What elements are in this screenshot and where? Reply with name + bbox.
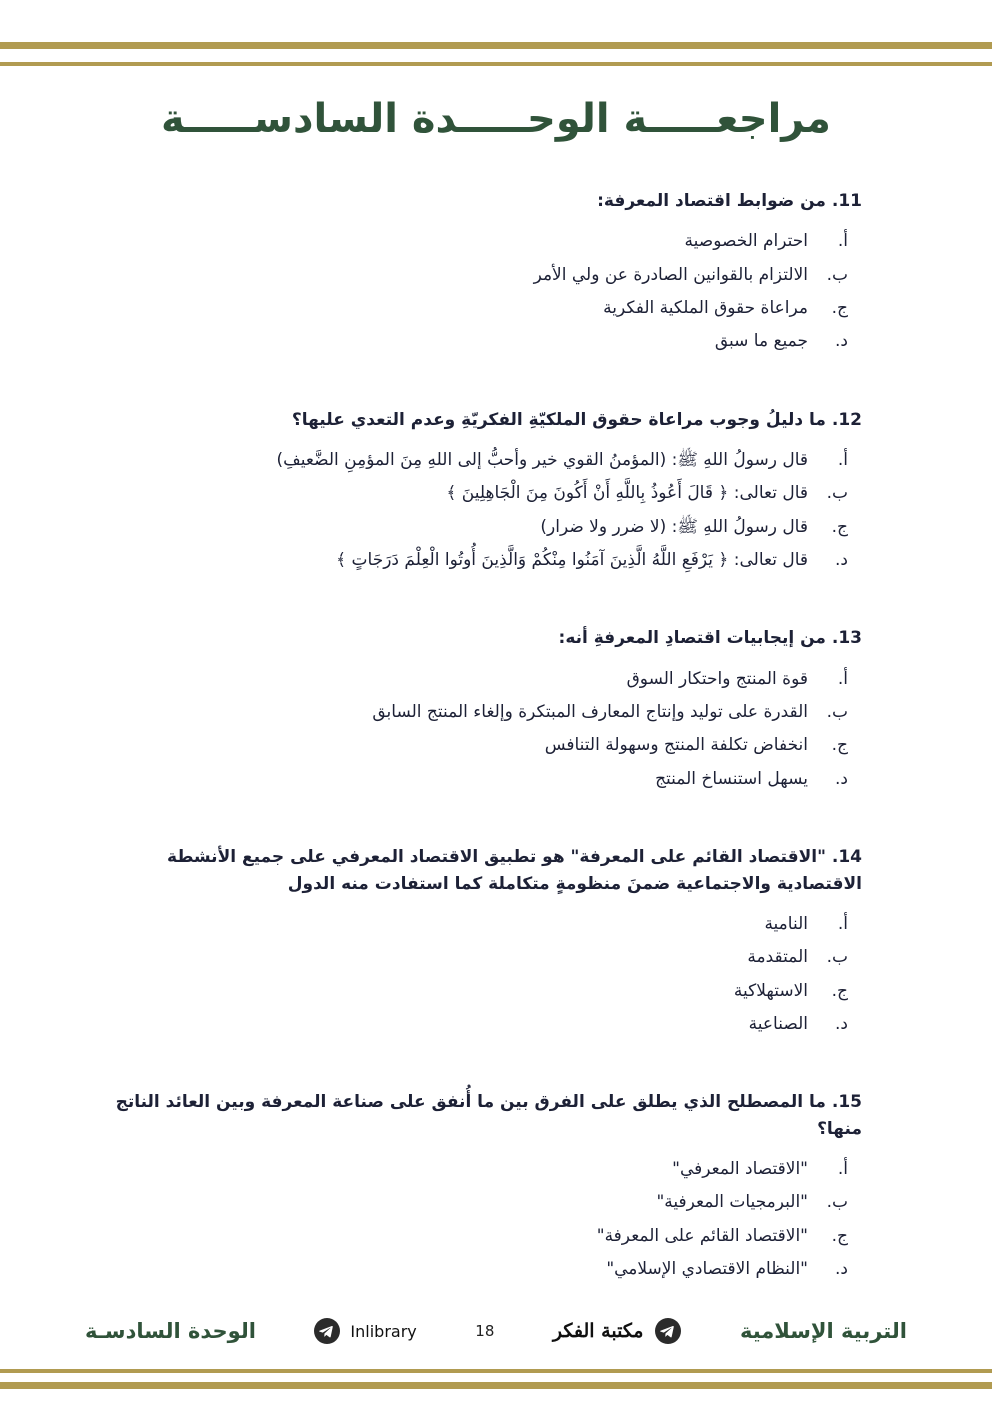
option-text: القدرة على توليد وإنتاج المعارف المبتكرة وإلغاء المنتج السابق: [372, 702, 808, 723]
question-text: 14. "الاقتصاد القائم على المعرفة" هو تطبيق الاقتصاد المعرفي على جميع الأنشطة الاقتصادية والاجتماعية ضمنَ منظومةٍ متكاملة كما استفادت منه الدول: [167, 847, 862, 894]
options-list: [110, 911, 848, 1037]
option-b: [110, 1189, 848, 1215]
telegram-icon: [655, 1318, 681, 1344]
option-letter: ج.: [831, 1225, 848, 1246]
question-12: [110, 407, 862, 574]
options-list: [110, 666, 848, 792]
question-text: 12. ما دليلُ وجوب مراعاة حقوق الملكيّةِ الفكريّةِ وعدم التعدي عليها؟: [291, 409, 862, 430]
option-letter: أ.: [837, 913, 848, 934]
option-text: قوة المنتج واحتكار السوق: [626, 668, 808, 689]
option-b: [110, 944, 848, 970]
option-text: الالتزام بالقوانين الصادرة عن ولي الأمر: [533, 264, 808, 285]
option-c: [110, 1223, 848, 1249]
option-text: جميع ما سبق: [714, 331, 808, 352]
option-d: [110, 547, 848, 573]
footer-inlibrary-channel: [314, 1318, 416, 1344]
option-letter: أ.: [837, 450, 848, 471]
footer-publisher: [553, 1318, 682, 1344]
option-letter: د.: [835, 1258, 848, 1279]
option-b: [110, 262, 848, 288]
option-text: الاستهلاكية: [733, 980, 808, 1001]
option-letter: ج.: [831, 735, 848, 756]
option-text: الصناعية: [748, 1013, 808, 1034]
option-letter: د.: [835, 1013, 848, 1034]
option-letter: ج.: [831, 516, 848, 537]
gold-rule-top-thick: [0, 42, 992, 49]
option-letter: ب.: [826, 264, 848, 285]
option-text: يسهل استنساخ المنتج: [655, 768, 808, 789]
option-letter: أ.: [837, 668, 848, 689]
option-text: "البرمجيات المعرفية": [656, 1192, 808, 1213]
quiz-content: [110, 188, 862, 1334]
option-text: احترام الخصوصية: [684, 231, 808, 252]
option-letter: ج.: [831, 298, 848, 319]
option-letter: ب.: [826, 947, 848, 968]
option-text: "الاقتصاد القائم على المعرفة": [596, 1225, 808, 1246]
question-text: 13. من إيجابيات اقتصادِ المعرفةِ أنه:: [558, 628, 862, 649]
option-text: قال تعالى: ﴿ يَرْفَعِ اللَّهُ الَّذِينَ آمَنُوا مِنْكُمْ وَالَّذِينَ أُوتُوا الْعِلْمَ دَرَجَاتٍ ﴾: [336, 550, 808, 571]
option-letter: د.: [835, 550, 848, 571]
option-letter: ب.: [826, 1192, 848, 1213]
question-14: [110, 844, 862, 1037]
footer-subject-label: التربية الإسلامية: [740, 1319, 907, 1343]
option-d: [110, 1011, 848, 1037]
option-c: [110, 514, 848, 540]
question-text: 15. ما المصطلح الذي يطلق على الفرق بين ما أُنفق على صناعة المعرفة وبين العائد الناتج منها؟: [115, 1092, 862, 1139]
option-text: "الاقتصاد المعرفي": [672, 1158, 808, 1179]
footer-library-name: Inlibrary: [350, 1321, 417, 1341]
footer-unit-label: الوحدة السادسـة: [85, 1319, 256, 1343]
question-text: 11. من ضوابط اقتصاد المعرفة:: [597, 191, 862, 211]
option-a: [110, 447, 848, 473]
option-text: مراعاة حقوق الملكية الفكرية: [603, 298, 808, 319]
option-b: [110, 699, 848, 725]
option-text: المتقدمة: [747, 947, 808, 968]
page-title: مراجعـــــة الوحـــــدة السادســـــة: [161, 96, 831, 142]
gold-rule-bottom-thick: [0, 1382, 992, 1389]
options-list: [110, 228, 848, 354]
option-c: [110, 732, 848, 758]
option-d: [110, 1256, 848, 1282]
option-d: [110, 766, 848, 792]
option-letter: د.: [835, 768, 848, 789]
option-letter: د.: [835, 331, 848, 352]
question-15: [110, 1089, 862, 1282]
options-list: [110, 1156, 848, 1282]
telegram-icon: [314, 1318, 340, 1344]
gold-rule-top-thin: [0, 62, 992, 66]
option-a: [110, 228, 848, 254]
option-text: النامية: [764, 913, 808, 934]
option-d: [110, 328, 848, 354]
page-footer: [85, 1318, 907, 1344]
option-a: [110, 1156, 848, 1182]
option-letter: ج.: [831, 980, 848, 1001]
option-a: [110, 666, 848, 692]
option-c: [110, 295, 848, 321]
option-c: [110, 978, 848, 1004]
gold-rule-bottom-thin: [0, 1369, 992, 1373]
option-letter: أ.: [837, 231, 848, 252]
option-b: [110, 480, 848, 506]
option-letter: ب.: [826, 702, 848, 723]
options-list: [110, 447, 848, 573]
option-text: "النظام الاقتصادي الإسلامي": [606, 1258, 808, 1279]
option-a: [110, 911, 848, 937]
question-11: [110, 188, 862, 355]
option-letter: ب.: [826, 483, 848, 504]
option-text: انخفاض تكلفة المنتج وسهولة التنافس: [544, 735, 808, 756]
option-text: قال رسولُ اللهِ ﷺ: (المؤمنُ القوي خير وأحبُّ إلى اللهِ مِنَ المؤمِنِ الضَّعيفِ): [276, 450, 808, 471]
option-letter: أ.: [837, 1158, 848, 1179]
page-number: 18: [475, 1322, 495, 1340]
option-text: قال تعالى: ﴿ قَالَ أَعُوذُ بِاللَّهِ أَنْ أَكُونَ مِنَ الْجَاهِلِينَ ﴾: [446, 483, 808, 504]
option-text: قال رسولُ اللهِ ﷺ: (لا ضرر ولا ضرار): [540, 516, 808, 537]
publisher-name: مكتبة الفكر: [552, 1320, 644, 1342]
question-13: [110, 625, 862, 792]
